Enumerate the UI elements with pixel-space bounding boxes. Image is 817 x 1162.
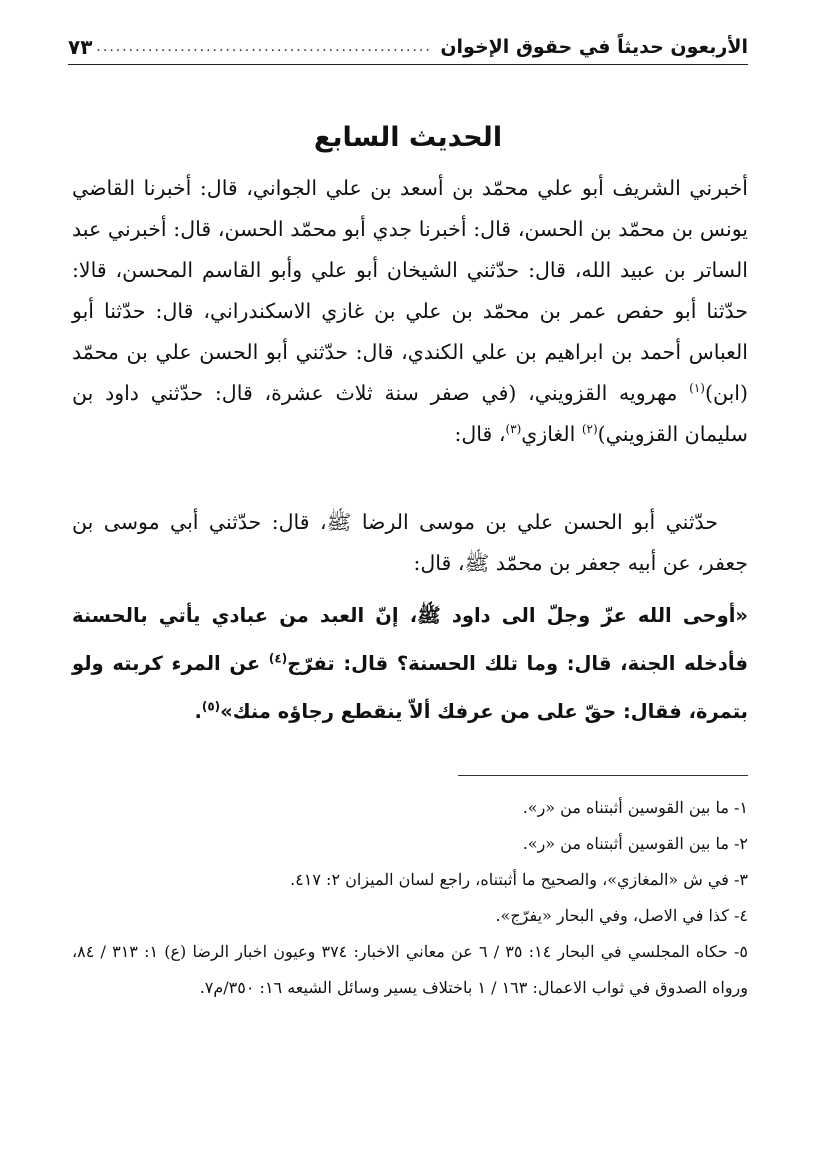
- matn-text-2: عن المرء كربته ولو بتمرة، فقال: حقّ على من عرفك ألاّ ينقطع رجاؤه منك»: [72, 652, 748, 723]
- footnote-ref-1[interactable]: (١): [689, 381, 705, 396]
- isnad2-paragraph: [72, 502, 748, 584]
- isnad-text-1: أخبرني الشريف أبو علي محمّد بن أسعد بن علي الجواني، قال: أخبرنا القاضي يونس بن محمّد بن الحسن، قال: أخبرنا جدي أبو محمّد الحسن، قال: أخبرني عبد الساتر بن عبيد الله، قال: حدّثني الشيخان أبو علي وأبو القاسم المحسن، قالا: حدّثنا أبو حفص عمر بن محمّد بن علي بن غازي الاسكندراني، قال: حدّثنا أبو العباس أحمد بن ابراهيم بن علي الكندي، قال: حدّثني أبو الحسن علي بن محمّد: [72, 176, 748, 364]
- isnad2-text: حدّثني أبو الحسن علي بن موسى الرضا ﷺ، قال: حدّثني أبي موسى بن جعفر، عن أبيه جعفر بن محمّد ﷺ، قال:: [72, 510, 748, 575]
- footnote-2: ٢- ما بين القوسين أثبتناه من «ر».: [522, 834, 748, 853]
- footnote-ref-2[interactable]: (٢): [581, 422, 598, 437]
- footnote-ref-5[interactable]: (٥): [201, 699, 221, 714]
- isnad-text-2: (ابن): [704, 381, 748, 405]
- footnote-1: ١- ما بين القوسين أثبتناه من «ر».: [522, 798, 748, 817]
- header-leader-dots: ....................................................: [96, 39, 432, 55]
- isnad-text-5: ، قال:: [454, 422, 506, 446]
- hadith-title: الحديث السابع: [313, 122, 503, 153]
- isnad-text-3: مهرويه القزويني، (في صفر سنة ثلاث عشرة، قال: حدّثني داود بن سليمان القزويني): [72, 381, 748, 446]
- matn-paragraph: [72, 592, 748, 736]
- footnote-divider: [458, 775, 748, 776]
- header-title: الأربعون حديثاً في حقوق الإخوان: [440, 36, 748, 58]
- footnote-ref-4[interactable]: (٤): [268, 651, 288, 666]
- footnotes-list: [72, 790, 748, 1006]
- isnad-text-4: الغازي: [521, 422, 582, 446]
- running-header: [68, 30, 748, 65]
- matn-text-1: «أوحى الله عزّ وجلّ الى داود ﷺ، إنّ العبد من عبادي يأتي بالحسنة فأدخله الجنة، قال: وما تلك الحسنة؟ قال: تفرّج: [72, 604, 749, 675]
- page-number: ٧٣: [68, 35, 93, 59]
- footnote-ref-3[interactable]: (٣): [505, 422, 522, 437]
- footnote-4: ٤- كذا في الاصل، وفي البحار «يفرّج».: [495, 906, 748, 925]
- isnad-paragraph: [72, 168, 748, 455]
- footnote-5: ٥- حكاه المجلسي في البحار ١٤: ٣٥ / ٦ عن معاني الاخبار: ٣٧٤ وعيون اخبار الرضا (ع) ١: ٣١٣ / ٨٤، ورواه الصدوق في ثواب الاعمال: ١٦٣ / ١ باختلاف يسير وسائل الشيعه ١٦: ٣٥٠/م٧.: [72, 942, 748, 997]
- footnote-3: ٣- في ش «المغازي»، والصحيح ما أثبتناه، راجع لسان الميزان ٢: ٤١٧.: [290, 870, 748, 889]
- matn-end: .: [194, 700, 202, 723]
